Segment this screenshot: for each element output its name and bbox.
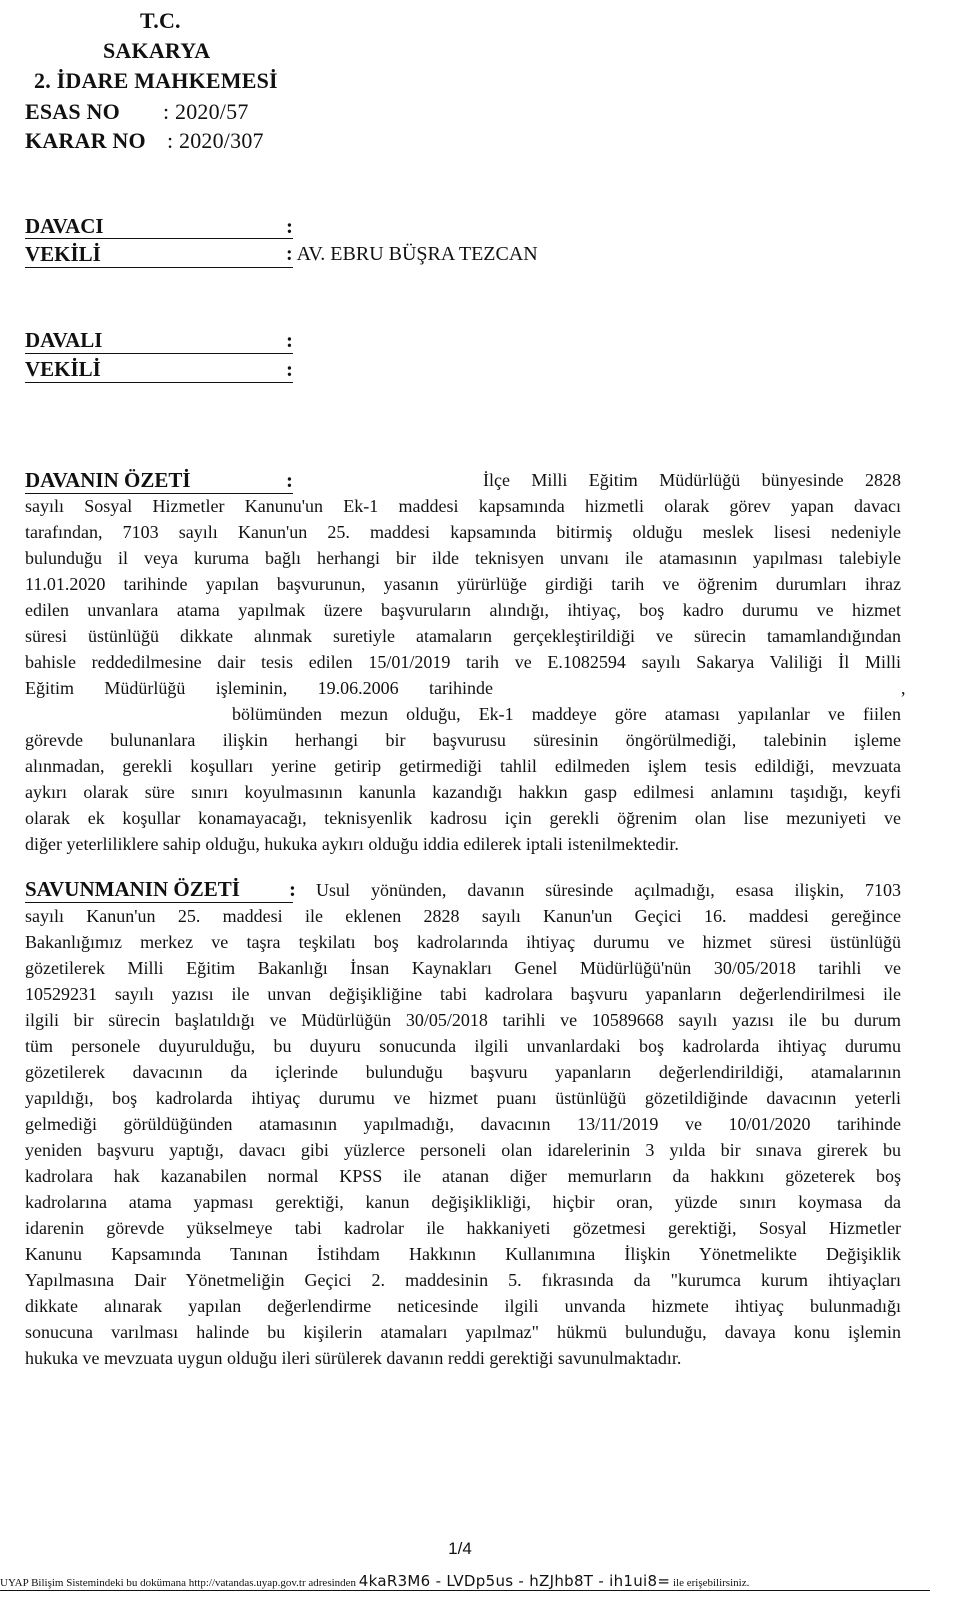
- davanin-ozeti-line-10: bölümünden mezun olduğu, Ek-1 maddeye göre ataması yapılanlar ve fiilen: [232, 704, 901, 724]
- davaci-label: DAVACI: [25, 214, 104, 238]
- esas-no-label: ESAS NO: [25, 99, 120, 124]
- savunmanin-ozeti-line-5: ilgili bir sürecin başlatıldığı ve Müdürlüğün 30/05/2018 tarihli ve 10589668 sayılı yazısı ile bu durum: [25, 1010, 901, 1030]
- davali-label: DAVALI: [25, 328, 103, 352]
- footer-suffix: ile erişebilirsiniz.: [672, 1577, 750, 1589]
- savunmanin-ozeti-line-11: kadrolara hak kazanabilen normal KPSS ile atanan diğer memurların da hakkını gözeterek boş: [25, 1166, 901, 1186]
- page-number: 1/4: [448, 1539, 472, 1558]
- davaci-vekili-value: : AV. EBRU BÜŞRA TEZCAN: [286, 243, 538, 265]
- karar-no-value: : 2020/307: [167, 128, 264, 153]
- davaci-colon: :: [286, 214, 293, 238]
- header-city: SAKARYA: [103, 38, 211, 63]
- savunmanin-ozeti-line-9: gelmediği görüldüğünden atamasının yapılmadığı, davacının 13/11/2019 ve 10/01/2020 tarihinde: [25, 1114, 901, 1134]
- savunmanin-ozeti-line-18: hukuka ve mevzuata uygun olduğu ileri sürülerek davanın reddi gerektiği savunulmaktadır.: [25, 1348, 682, 1368]
- footer-prefix: UYAP Bilişim Sistemindeki bu dokümana http://vatandas.uyap.gov.tr adresinden: [0, 1577, 357, 1589]
- davanin-ozeti-line-14: olarak ek koşullar konamayacağı, teknisyenlik kadrosu için gerekli öğrenim olan lise mezuniyeti ve: [25, 808, 901, 828]
- davanin-ozeti-line-2: tarafından, 7103 sayılı Kanun'un 25. maddesi kapsamında bitirmiş olduğu meslek lisesi nedeniyle: [25, 522, 901, 542]
- davanin-ozeti-line-3: bulunduğu il veya kuruma bağlı herhangi bir ilde teknisyen unvanı ile atamasının yapılması talebiyle: [25, 548, 901, 568]
- savunmanin-ozeti-line-14: Kanunu Kapsamında Tanınan İstihdam Hakkının Kullanımına İlişkin Yönetmelikte Değişiklik: [25, 1244, 901, 1264]
- header-tc: T.C.: [140, 8, 181, 33]
- savunmanin-ozeti-line-7: gözetilerek davacının da içlerinde bulunduğu başvuru yapanların değerlendirildiği, atamalarının: [25, 1062, 901, 1082]
- savunmanin-ozeti-line-13: idarenin görevde yükselmeye tabi kadrolar ile hakkaniyeti gözetmesi gerektiği, Sosyal Hizmetler: [25, 1218, 901, 1238]
- davali-vekili-underline: [25, 382, 293, 383]
- savunmanin-ozeti-label: SAVUNMANIN ÖZETİ: [25, 877, 240, 901]
- savunmanin-ozeti-line-2: Bakanlığımız merkez ve taşra teşkilatı boş kadrolarında ihtiyaç durumu ve hizmet süresi üstünlüğü: [25, 932, 901, 952]
- davanin-ozeti-line-15: diğer yeterliliklere sahip olduğu, hukuka aykırı olduğu iddia edilerek iptali istenilmektedir.: [25, 834, 679, 854]
- davanin-ozeti-line-11: görevde bulunanlara ilişkin herhangi bir başvurusu süresinin öngörülmediği, talebinin işleme: [25, 730, 901, 750]
- savunmanin-ozeti-line-4: 10529231 sayılı yazısı ile unvan değişikliğine tabi kadrolara başvuru yapanların değerlendirilmesi ile: [25, 984, 901, 1004]
- footer-verification-code: 4kaR3M6 - LVDp5us - hZJhb8T - ih1ui8=: [358, 1572, 671, 1590]
- davanin-ozeti-label: DAVANIN ÖZETİ: [25, 468, 191, 492]
- davaci-vekili-name: AV. EBRU BÜŞRA TEZCAN: [292, 243, 538, 265]
- davanin-ozeti-line-8: Eğitim Müdürlüğü işleminin, 19.06.2006 tarihinde: [25, 678, 493, 698]
- savunmanin-ozeti-line-0: Usul yönünden, davanın süresinde açılmadığı, esasa ilişkin, 7103: [316, 880, 901, 900]
- karar-no-label: KARAR NO: [25, 128, 146, 153]
- davaci-vekili-underline: [25, 267, 293, 268]
- savunmanin-ozeti-line-16: dikkate alınarak yapılan değerlendirme neticesinde ilgili unvanda hizmete ihtiyaç bulunmadığı: [25, 1296, 901, 1316]
- footer: [0, 1572, 964, 1590]
- savunmanin-ozeti-line-12: kadrolarına atama yapması gerektiği, kanun değişiklikliği, hiçbir oran, yüzde sınırı koymasa da: [25, 1192, 901, 1212]
- savunmanin-ozeti-line-6: tüm personele duyurulduğu, bu duyuru sonucunda ilgili unvanlardaki boş kadrolarda ihtiyaç durumu: [25, 1036, 901, 1056]
- davanin-ozeti-line-6: süresi üstünlüğü dikkate alınmak suretiyle atamaların gerçekleştirildiği ve sürecin tamamlandığından: [25, 626, 901, 646]
- footer-rule: [0, 1590, 930, 1591]
- savunmanin-ozeti-colon: :: [289, 877, 296, 901]
- davaci-vekili-label: VEKİLİ: [25, 242, 101, 266]
- davali-colon: :: [286, 328, 293, 352]
- davanin-ozeti-line-13: aykırı olarak süre sınırı koyulmasının kanunla kazandığı hakkın gasp edilmesi anlamını taşıdığı, keyfi: [25, 782, 901, 802]
- davali-vekili-label: VEKİLİ: [25, 357, 101, 381]
- davanin-ozeti-colon: :: [286, 468, 293, 492]
- davanin-ozeti-line-1: sayılı Sosyal Hizmetler Kanunu'un Ek-1 maddesi kapsamında hizmetli olarak görev yapan davacı: [25, 496, 901, 516]
- header-court: 2. İDARE MAHKEMESİ: [34, 68, 278, 93]
- esas-no-value: : 2020/57: [163, 99, 249, 124]
- savunmanin-ozeti-line-15: Yapılmasına Dair Yönetmeliğin Geçici 2. maddesinin 5. fıkrasında da "kurumca kurum ihtiyaçları: [25, 1270, 901, 1290]
- davaci-underline: [25, 238, 293, 239]
- davanin-ozeti-line-0: İlçe Milli Eğitim Müdürlüğü bünyesinde 2828: [483, 470, 901, 490]
- davanin-ozeti-line-9: ,: [901, 678, 906, 698]
- savunmanin-ozeti-line-3: gözetilerek Milli Eğitim Bakanlığı İnsan Kaynakları Genel Müdürlüğü'nün 30/05/2018 tarihli ve: [25, 958, 901, 978]
- davanin-ozeti-line-12: alınmadan, gerekli koşulları yerine getirip getirmediği tahlil edilmeden işlem tesis edildiği, mevzuata: [25, 756, 901, 776]
- davali-underline: [25, 353, 293, 354]
- davali-vekili-colon: :: [286, 357, 293, 381]
- savunmanin-ozeti-line-10: yeniden başvuru yaptığı, davacı gibi yüzlerce personeli olan idarelerinin 3 yılda bir sınava girerek bu: [25, 1140, 901, 1160]
- savunmanin-ozeti-line-8: yapıldığı, boş kadrolarda ihtiyaç durumu ve hizmet puanı üstünlüğü gözetildiğinde davacının yeterli: [25, 1088, 901, 1108]
- savunmanin-ozeti-line-17: sonucuna varılması halinde bu kişilerin atamaları yapılmaz" hükmü bulunduğu, davaya konu işlemin: [25, 1322, 901, 1342]
- davanin-ozeti-line-5: edilen unvanlara atama yapılmak üzere başvuruların alındığı, ihtiyaç, boş kadro durumu ve hizmet: [25, 600, 901, 620]
- davanin-ozeti-line-4: 11.01.2020 tarihinde yapılan başvurunun, yasanın yürürlüğe girdiği tarih ve öğrenim durumları ihraz: [25, 574, 901, 594]
- davanin-ozeti-line-7: bahisle reddedilmesine dair tesis edilen 15/01/2019 tarih ve E.1082594 sayılı Sakarya Valiliği İl Milli: [25, 652, 901, 672]
- savunmanin-ozeti-line-1: sayılı Kanun'un 25. maddesi ile eklenen 2828 sayılı Kanun'un Geçici 16. maddesi gereğince: [25, 906, 901, 926]
